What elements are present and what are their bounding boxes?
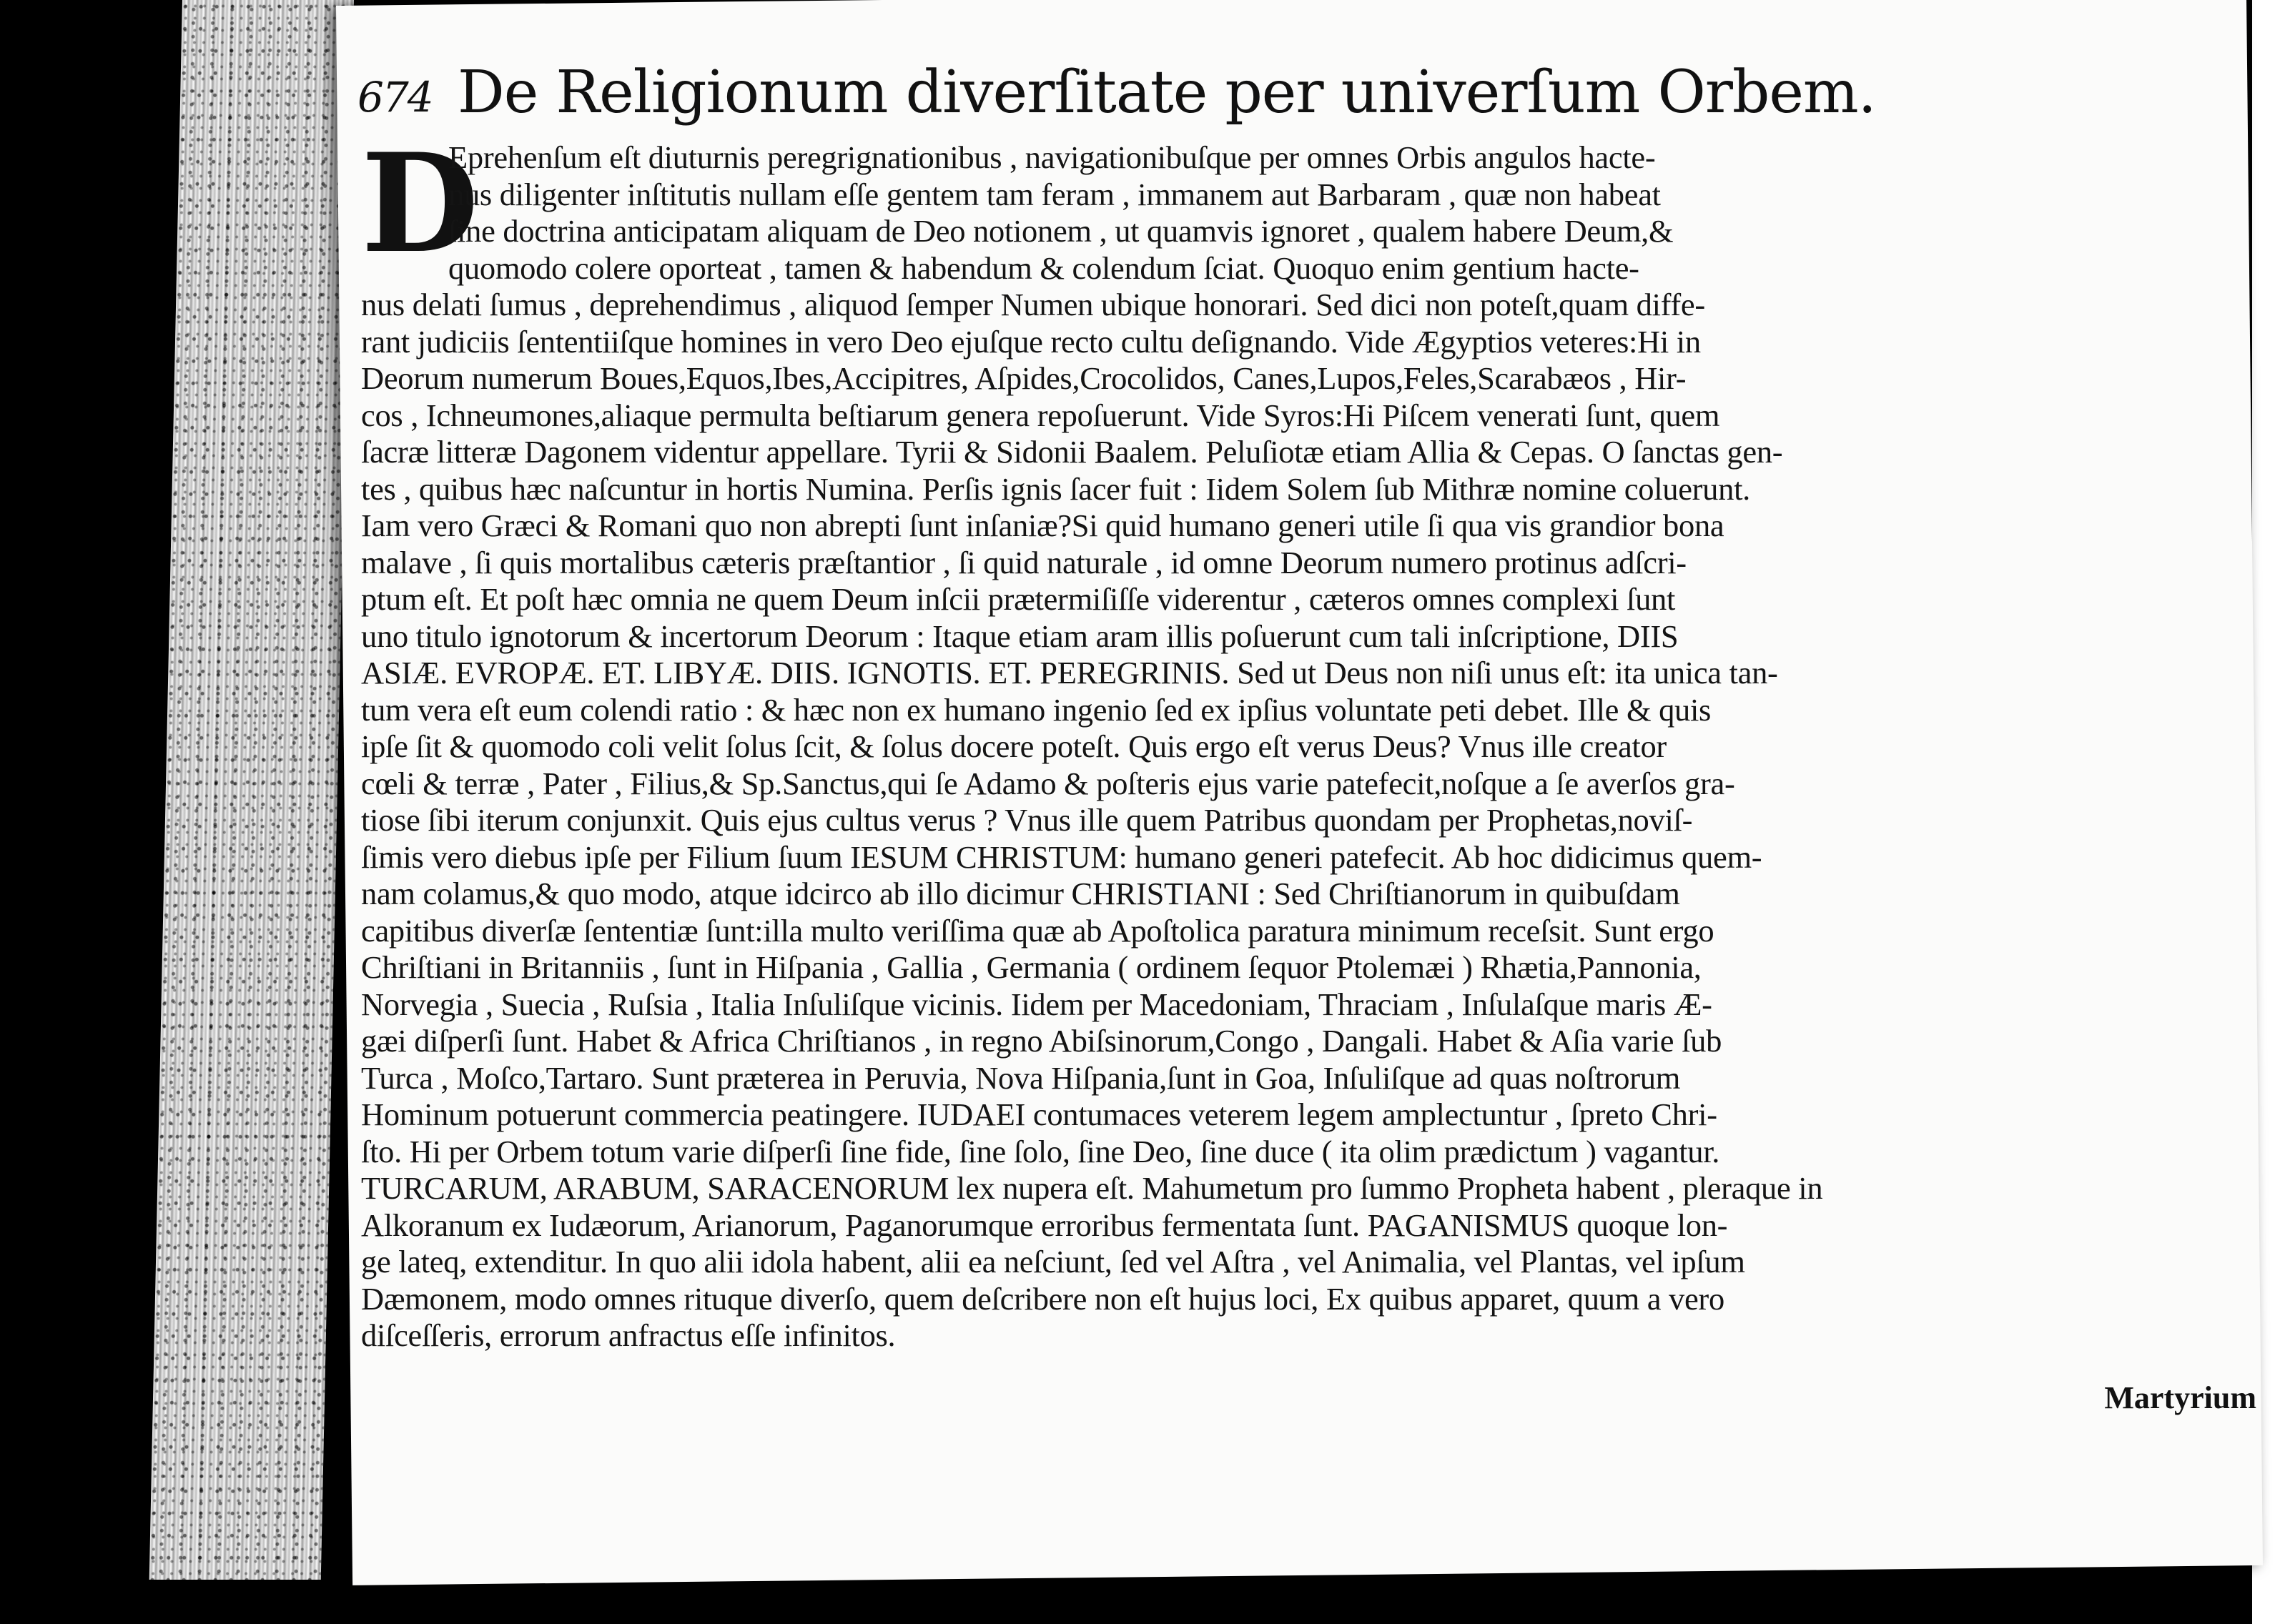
text-line: ge lateq, extenditur. In quo alii idola habent, alii ea neſciunt, ſed vel Aſtra , vel Animalia, vel Plantas, vel ipſum — [361, 1244, 1745, 1279]
text-line: tum vera eſt eum colendi ratio : & hæc non ex humano ingenio ſed ex ipſius voluntate peti debet. Ille & quis — [361, 691, 1712, 728]
text-line: nus diligenter inſtitutis nullam eſſe gentem tam feram , immanem aut Barbaram , quæ non habeat — [448, 176, 1661, 212]
catchword: Martyrium — [2104, 1380, 2256, 1415]
text-line: ſto. Hi per Orbem totum varie diſperſi ſine fide, ſine ſolo, ſine Deo, ſine duce ( ita olim prædictum ) vagantur. — [361, 1133, 1720, 1169]
text-line: Norvegia , Suecia , Ruſsia , Italia Inſuliſque vicinis. Iidem per Macedoniam, Thraciam , Inſulaſque maris Æ- — [361, 986, 1712, 1022]
text-line: ptum eſt. Et poſt hæc omnia ne quem Deum inſcii prætermiſiſſe viderentur , cæteros omnes complexi ſunt — [361, 581, 1676, 617]
text-line: capitibus diverſæ ſententiæ ſunt:illa multo veriſſima quæ ab Apoſtolica paratura minimum receſsit. Sunt ergo — [361, 912, 1714, 949]
text-line: ſimis vero diebus ipſe per Filium ſuum IESUM CHRISTUM: humano generi patefecit. Ab hoc didicimus quem- — [361, 838, 1762, 875]
page-header — [357, 59, 1876, 137]
text-line: Alkoranum ex Iudæorum, Arianorum, Paganorumque erroribus fermentata ſunt. PAGANISMUS quoque lon- — [361, 1207, 1728, 1243]
text-line: nam colamus,& quo modo, atque idcirco ab illo dicimur CHRISTIANI : Sed Chriſtianorum in quibuſdam — [361, 876, 1680, 911]
text-line: rant judiciis ſententiiſque homines in vero Deo ejuſque recto cultu deſignando. Vide Ægyptios veteres:Hi in — [361, 323, 1701, 360]
text-line: ipſe ſit & quomodo coli velit ſolus ſcit, & ſolus docere poteſt. Quis ergo eſt verus Deus? Vnus ille creator — [361, 728, 1667, 764]
text-line: diſceſſeris, errorum anfractus eſſe infinitos. — [361, 1317, 896, 1353]
text-line: nus delati ſumus , deprehendimus , aliquod ſemper Numen ubique honorari. Sed dici non poteſt,quam diffe- — [361, 287, 1705, 322]
text-line: cœli & terræ , Pater , Filius,& Sp.Sanctus,qui ſe Adamo & poſteris ejus varie patefecit,noſque a ſe averſos gra- — [361, 765, 1735, 801]
text-line: TURCARUM, ARABUM, SARACENORUM lex nupera eſt. Mahumetum pro ſummo Propheta habent , pleraque in — [361, 1170, 1823, 1206]
text-line: ſine doctrina anticipatam aliquam de Deo notionem , ut quamvis ignoret , qualem habere Deum,& — [448, 213, 1674, 249]
text-line: ſacræ litteræ Dagonem videntur appellare. Tyrii & Sidonii Baalem. Peluſiotæ etiam Allia & Cepas. O ſanctas gen- — [361, 434, 1783, 470]
text-line: quomodo colere oporteat , tamen & habendum & colendum ſciat. Quoquo enim gentium hacte- — [448, 249, 1639, 286]
text-line: Iam vero Græci & Romani quo non abrepti ſunt inſaniæ?Si quid humano generi utile ſi qua vis grandior bona — [361, 508, 1724, 543]
page-number: 674 — [357, 73, 433, 122]
text-line: cos , Ichneumones,aliaque permulta beſtiarum genera repoſuerunt. Vide Syros:Hi Piſcem venerati ſunt, quem — [361, 397, 1720, 433]
running-title: De Religionum diverſitate per univerſum Orbem. — [458, 59, 1876, 127]
book-page-edge — [149, 0, 354, 1580]
text-line: Turca , Moſco,Tartaro. Sunt præterea in Peruvia, Nova Hiſpania,ſunt in Goa, Inſuliſque ad quas noſtrorum — [361, 1059, 1681, 1096]
text-line: uno titulo ignotorum & incertorum Deorum : Itaque etiam aram illis poſuerunt cum tali inſcriptione, DIIS — [361, 618, 1679, 654]
text-line: tiose ſibi iterum conjunxit. Quis ejus cultus verus ? Vnus ille quem Patribus quondam per Prophetas,noviſ- — [361, 802, 1693, 838]
text-line: Dæmonem, modo omnes rituque diverſo, quem deſcribere non eſt hujus loci, Ex quibus apparet, quum a vero — [361, 1280, 1724, 1317]
text-line: Chriſtiani in Britanniis , ſunt in Hiſpania , Gallia , Germania ( ordinem ſequor Ptolemæi ) Rhætia,Pannonia, — [361, 949, 1702, 985]
text-line: ASIÆ. EVROPÆ. ET. LIBYÆ. DIIS. IGNOTIS. ET. PEREGRINIS. Sed ut Deus non niſi unus eſt: ita unica tan- — [361, 655, 1778, 690]
body-text — [361, 124, 1855, 1355]
text-line: malave , ſi quis mortalibus cæteris præſtantior , ſi quid naturale , id omne Deorum numero protinus adſcri- — [361, 544, 1687, 580]
text-line: Deorum numerum Boues,Equos,Ibes,Accipitres, Aſpides,Crocolidos, Canes,Lupos,Feles,Scarabæos , Hir- — [361, 360, 1687, 396]
text-line: gæi diſperſi ſunt. Habet & Africa Chriſtianos , in regno Abiſsinorum,Congo , Dangali. Habet & Aſia varie ſub — [361, 1023, 1722, 1059]
text-line: tes , quibus hæc naſcuntur in hortis Numina. Perſis ignis ſacer fuit : Iidem Solem ſub Mithræ nomine coluerunt. — [361, 470, 1750, 507]
text-line: Hominum potuerunt commercia peatingere. IUDAEI contumaces veterem legem amplectuntur , ſpreto Chri- — [361, 1096, 1717, 1132]
text-line: Eprehenſum eſt diuturnis peregrignationibus , navigationibuſque per omnes Orbis angulos hacte- — [448, 139, 1656, 175]
drop-capital: D — [361, 124, 479, 283]
